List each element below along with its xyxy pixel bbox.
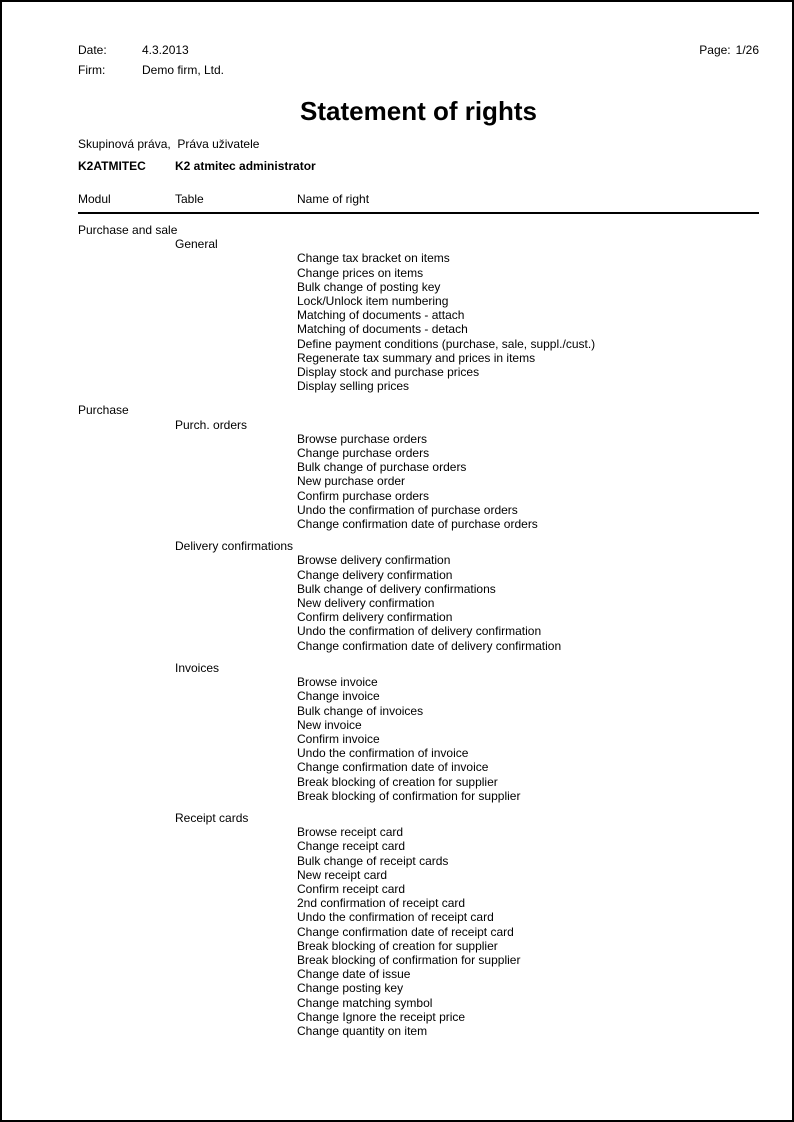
right-row: Matching of documents - attach: [297, 308, 465, 323]
right-row: Break blocking of creation for supplier: [297, 774, 498, 789]
right-row: New purchase order: [297, 474, 406, 489]
right-row: Confirm delivery confirmation: [297, 610, 453, 625]
date-value: 4.3.2013: [142, 43, 189, 57]
date-label: Date:: [78, 43, 107, 57]
right-row: Browse invoice: [297, 675, 378, 690]
group-name: K2 atmitec administrator: [175, 159, 316, 173]
right-row: Change posting key: [297, 981, 404, 996]
page-number-value: 1/26: [735, 43, 759, 57]
table-row: Purch. orders: [175, 417, 248, 432]
module-row: Purchase and sale: [78, 223, 178, 237]
table-row: General: [175, 237, 218, 252]
report-body: [78, 223, 759, 1038]
right-row: Confirm receipt card: [297, 881, 406, 896]
right-row: Change matching symbol: [297, 995, 433, 1010]
firm-label: Firm:: [78, 63, 106, 77]
table-row: Invoices: [175, 660, 220, 675]
right-row: New delivery confirmation: [297, 596, 435, 611]
right-row: Change delivery confirmation: [297, 567, 453, 582]
right-row: Change tax bracket on items: [297, 251, 450, 266]
right-row: Matching of documents - detach: [297, 322, 468, 337]
right-row: Define payment conditions (purchase, sale, suppl./cust.): [297, 336, 596, 351]
module-row: Purchase: [78, 403, 129, 418]
right-row: Display selling prices: [297, 379, 410, 394]
firm-value: Demo firm, Ltd.: [142, 63, 225, 77]
right-row: Bulk change of delivery confirmations: [297, 581, 496, 596]
right-row: Change invoice: [297, 689, 380, 704]
group-code: K2ATMITEC: [78, 159, 146, 173]
right-row: Break blocking of confirmation for supplier: [297, 788, 521, 803]
right-row: Bulk change of purchase orders: [297, 460, 467, 475]
right-row: Undo the confirmation of invoice: [297, 746, 469, 761]
right-row: Lock/Unlock item numbering: [297, 294, 449, 309]
page-number: [699, 40, 759, 60]
column-header-modul: Modul: [78, 192, 111, 206]
right-row: Change purchase orders: [297, 446, 430, 461]
right-row: Display stock and purchase prices: [297, 365, 480, 380]
right-row: Browse delivery confirmation: [297, 553, 451, 568]
firm-row: [78, 60, 759, 80]
right-row: Undo the confirmation of receipt card: [297, 910, 494, 925]
right-row: Change quantity on item: [297, 1023, 428, 1038]
right-row: Browse receipt card: [297, 825, 404, 840]
table-row: Receipt cards: [175, 810, 249, 825]
column-headers: [78, 192, 759, 206]
column-header-table: Table: [175, 192, 204, 206]
right-row: Confirm invoice: [297, 731, 380, 746]
right-row: Undo the confirmation of purchase orders: [297, 502, 518, 517]
page-title: Statement of rights: [300, 96, 537, 126]
right-row: Change confirmation date of receipt card: [297, 924, 514, 939]
report-header: [78, 40, 759, 80]
right-row: Change confirmation date of purchase orders: [297, 517, 538, 532]
right-row: New receipt card: [297, 867, 388, 882]
right-row: Bulk change of receipt cards: [297, 853, 449, 868]
header-rule: [78, 212, 759, 214]
right-row: New invoice: [297, 717, 362, 732]
right-row: Change prices on items: [297, 265, 424, 280]
right-row: Undo the confirmation of delivery confirmation: [297, 624, 542, 639]
right-row: Bulk change of posting key: [297, 279, 441, 294]
right-row: Browse purchase orders: [297, 431, 428, 446]
right-row: Change confirmation date of invoice: [297, 760, 489, 775]
right-row: Confirm purchase orders: [297, 488, 430, 503]
right-row: Change date of issue: [297, 967, 411, 982]
right-row: Change Ignore the receipt price: [297, 1009, 466, 1024]
table-row: Delivery confirmations: [175, 539, 294, 554]
right-row: Break blocking of creation for supplier: [297, 938, 498, 953]
group-row: [78, 159, 759, 174]
right-row: Change receipt card: [297, 839, 406, 854]
right-row: Bulk change of invoices: [297, 703, 424, 718]
right-row: Change confirmation date of delivery confirmation: [297, 638, 562, 653]
page-number-label: Page:: [699, 43, 731, 57]
right-row: Break blocking of confirmation for supplier: [297, 952, 521, 967]
date-row: [78, 40, 759, 60]
column-header-name-of-right: Name of right: [297, 192, 370, 206]
right-row: Regenerate tax summary and prices in items: [297, 350, 536, 365]
report-content: [78, 2, 759, 1038]
right-row: 2nd confirmation of receipt card: [297, 896, 466, 911]
subtitle: Skupinová práva, Práva uživatele: [78, 137, 260, 151]
